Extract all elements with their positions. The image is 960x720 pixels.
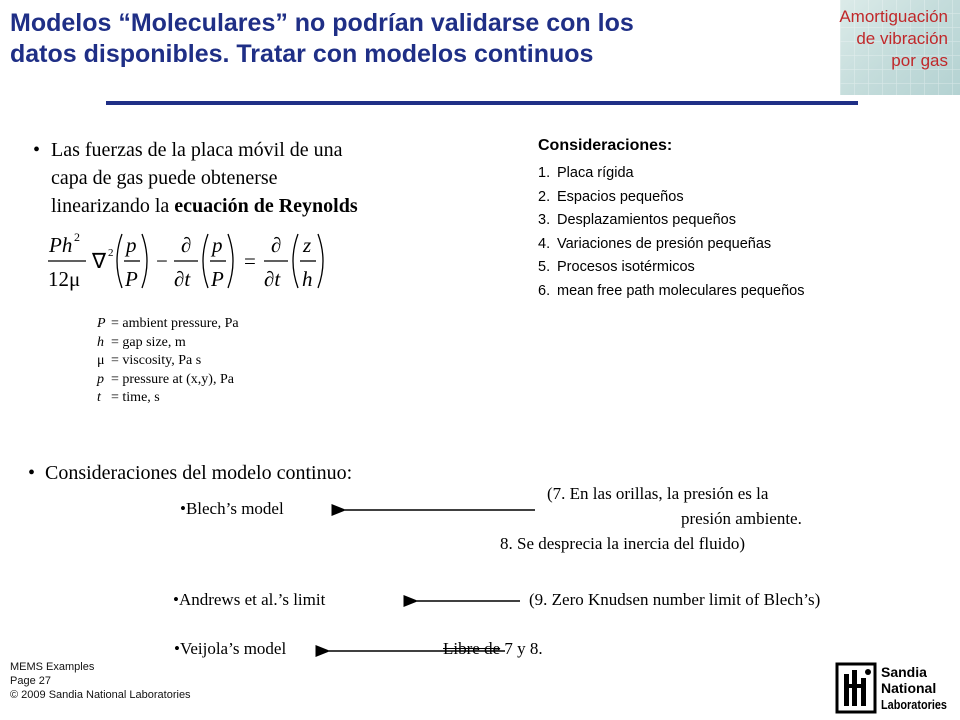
list-text: Variaciones de presión pequeñas xyxy=(557,235,772,252)
blech-model-label: •Blech’s model xyxy=(180,499,284,518)
eq-minus: − xyxy=(156,249,168,273)
reynolds-intro-line-1: Las fuerzas de la placa móvil de una xyxy=(51,139,343,161)
title-line-2: datos disponibles. Tratar con modelos continuos xyxy=(10,40,594,68)
eq-z: z xyxy=(303,233,312,257)
eq-12mu: 12μ xyxy=(48,267,81,291)
eq-P-2: P xyxy=(211,267,224,291)
note-libre-rest: 7 y 8. xyxy=(500,639,543,658)
definition-text: = time, s xyxy=(111,390,160,405)
footer-line-1: MEMS Examples xyxy=(10,661,95,673)
note-8: 8. Se desprecia la inercia del fluido) xyxy=(500,534,745,553)
list-text: mean free path moleculares pequeños xyxy=(557,282,805,299)
sandia-logo xyxy=(835,660,951,716)
reynolds-intro-line-2: capa de gas puede obtenerse xyxy=(51,167,278,189)
list-number: 5. xyxy=(538,259,551,275)
considerations-title: Consideraciones: xyxy=(538,137,673,154)
eq-equals: = xyxy=(244,249,256,273)
eq-dt-1: ∂t xyxy=(174,267,191,291)
eq-P-1: P xyxy=(125,267,138,291)
definition-text: = viscosity, Pa s xyxy=(111,353,202,368)
definition-symbol: t xyxy=(97,390,101,405)
continuous-model-heading: Consideraciones del modelo continuo: xyxy=(45,462,353,484)
list-text: Desplazamientos pequeños xyxy=(557,212,736,228)
corner-label-line-3: por gas xyxy=(891,51,948,70)
logo-line-1: Sandia xyxy=(881,664,927,680)
definition-symbol: μ xyxy=(97,353,105,368)
logo-line-3: Laboratories xyxy=(881,697,947,712)
note-libre-strike: Libre de xyxy=(443,639,501,658)
definition-text: = pressure at (x,y), Pa xyxy=(111,371,234,387)
definition-symbol: P xyxy=(97,316,106,331)
definition-text: = ambient pressure, Pa xyxy=(111,316,239,331)
title-line-1: Modelos “Moleculares” no podrían validarse con los xyxy=(10,9,634,37)
note-9: (9. Zero Knudsen number limit of Blech’s) xyxy=(529,590,821,609)
corner-label-line-1: Amortiguación xyxy=(839,7,948,26)
eq-partial-1: ∂ xyxy=(181,233,192,257)
list-text: Espacios pequeños xyxy=(557,188,684,205)
eq-p-1: p xyxy=(126,233,137,257)
eq-ph2-exp: 2 xyxy=(74,230,80,244)
list-text: Procesos isotérmicos xyxy=(557,259,695,275)
footer-page: Page 27 xyxy=(10,675,51,687)
logo-line-2: National xyxy=(881,680,937,696)
list-number: 3. xyxy=(538,212,551,228)
eq-dt-2: ∂t xyxy=(264,267,281,291)
footer xyxy=(10,660,191,702)
note-7-line-1: (7. En las orillas, la presión es la xyxy=(547,484,769,503)
list-number: 4. xyxy=(538,235,551,252)
andrews-limit-label: •Andrews et al.’s limit xyxy=(173,590,326,609)
definition-text: = gap size, m xyxy=(111,334,186,350)
eq-h: h xyxy=(302,267,313,291)
eq-laplacian-exp: 2 xyxy=(108,247,114,259)
list-text: Placa rígida xyxy=(557,165,634,181)
list-number: 2. xyxy=(538,188,551,205)
list-number: 1. xyxy=(538,165,551,181)
eq-laplacian: ∇ xyxy=(92,249,107,273)
reynolds-equation-term: ecuación de Reynolds xyxy=(174,195,358,217)
veijola-model-label: •Veijola’s model xyxy=(174,639,287,658)
footer-copyright: © 2009 Sandia National Laboratories xyxy=(10,689,191,701)
corner-label-line-2: de vibración xyxy=(856,29,948,48)
definition-symbol: p xyxy=(97,371,104,387)
note-7-line-2: presión ambiente. xyxy=(681,509,802,528)
reynolds-intro-prefix: linearizando la xyxy=(51,195,175,217)
definition-symbol: h xyxy=(97,334,104,350)
eq-ph2: Ph xyxy=(49,233,73,257)
bullet-marker: • xyxy=(33,139,41,161)
bullet-marker: • xyxy=(28,462,36,484)
list-number: 6. xyxy=(538,282,551,299)
eq-p-2: p xyxy=(212,233,223,257)
eq-partial-2: ∂ xyxy=(271,233,282,257)
